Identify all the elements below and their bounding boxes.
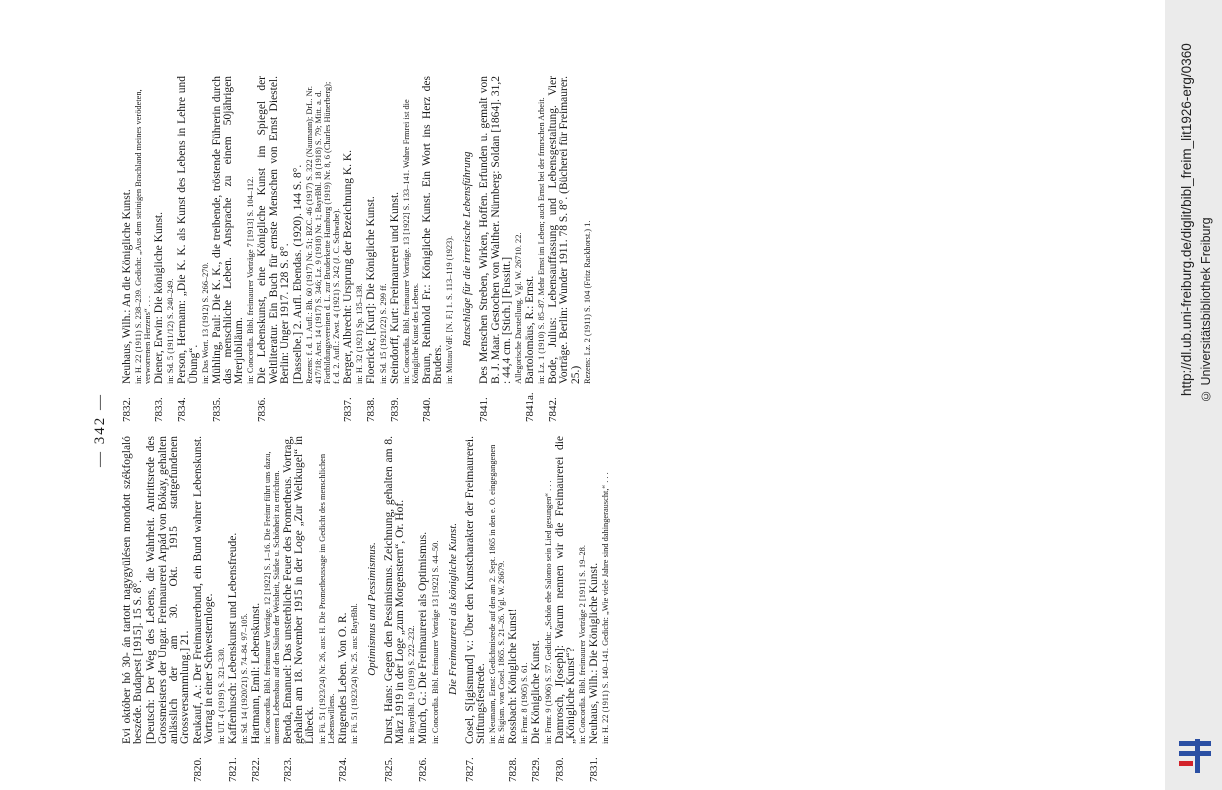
bibliography-entry — [390, 76, 420, 422]
bibliography-entry — [525, 76, 546, 422]
entry-number: 7820. — [192, 757, 205, 782]
right-column — [122, 76, 594, 422]
entry-number: 7822. — [249, 757, 262, 782]
entry-number: 7839. — [388, 397, 401, 422]
entry-source: in: Concordia. Bibl. freimaurer Vorträge 2 [1911] S. 19–28. — [578, 545, 588, 744]
section-heading: Ratschläge für die irrerische Lebensführung — [461, 151, 474, 347]
entry-citation: Reukauf, A.: Der Freimaurerbund, ein Bund wahrer Lebenskunst. Vortrag in einer Schwesternloge. — [192, 436, 216, 744]
bibliography-entry — [283, 436, 336, 782]
bibliography-entry — [508, 436, 529, 782]
entry-source: in: Concordia. Bibl. freimaurer Vorträge. 13 [1922] S. 133–141. Wahre Frmrei ist die Königliche Kunst des Lebens. — [401, 99, 420, 384]
entry-number: 7826. — [417, 757, 430, 782]
entry-citation: Steindorff, Kurt: Freimaurerei und Kunst. — [388, 191, 401, 384]
entry-number: 7833. — [153, 397, 166, 422]
bibliography-entry — [193, 436, 225, 782]
entry-citation: Berger, Albrecht: Ursprung der Bezeichnung K. K. — [342, 149, 355, 384]
permalink-url[interactable]: http://dl.ub.uni-freiburg.de/diglit/bibl_freim_lit1926-erg/0360 — [1179, 43, 1194, 397]
entry-source: in: MittauVdF. [N. F.] 1. S. 113–119 (1923). — [445, 235, 455, 384]
bibliography-entry — [589, 436, 610, 782]
entry-source: in: Lz. 1 (1910) S. 85–87. Mehr Ernst im Leben; auch Ernst bei der frmrschen Arbeit. — [537, 97, 547, 384]
entry-citation: Bode, Julius: Lebensauffassung und Lebensgestaltung. Vier Vorträge. Berlin: Wunder 1911. 78 S. 8°. (Bücherei für Freimaurer. 25.) — [547, 76, 582, 384]
entry-number: 7825. — [383, 757, 396, 782]
bibliography-entry — [366, 76, 387, 422]
entry-source: in: UT. 4 (1919) S. 321–330. — [216, 647, 226, 744]
entry-number: 7824. — [336, 757, 349, 782]
entry-source: in: BayrBhl. 19 (1919) S. 222–232. — [407, 625, 417, 744]
entry-source: Rezens: f. d. 1. Aufl.: Bh. 60 (1917) Nr. 51; BZC. 46 (1917) S. 322 (Naumann); DrL. Nr. 417/18; Arst. 14 (1917) S. 346; Lz. 9 (1918) Nr. 1; BayrBhl. 18 (1918) S. 79; Mitt. a. d. Fortbildungsvereinen d. L. zur Bruderkette Hamburg (1919) Nr. 8, 6 (Charles Hünerberg); f. d. 2. Aufl.: Zwst. 4 (1921) S. 242 (J. C. Schwabe). — [305, 81, 342, 384]
entry-source: in: Frmr. 8 (1905) S. 61. — [520, 662, 530, 744]
logo-bar-red — [1179, 761, 1193, 766]
entry-source: in: H. 22 (1911) S. 238–239. Gedicht: „Aus dem steinigen Brachland meines verödeten, verworrenen Herzens“ . . . — [134, 89, 153, 384]
entry-citation: [Dasselbe.] 2. Aufl. Ebendas. (1920). 144 S. 8°. — [292, 164, 305, 384]
section-heading: Optimismus und Pessimismus. — [365, 542, 378, 676]
viewer-sidebar — [1165, 0, 1222, 790]
entry-citation: Hartmann, Emil: Lebenskunst. — [249, 602, 262, 744]
entry-citation: Damrosch, J[oseph]: Warum nennen wir die Freimaurerei die „Königliche Kunst“? — [553, 436, 577, 744]
bibliography-entry — [418, 436, 439, 782]
entry-citation: Cosel, S[igismund] v.: Über den Kunstcharakter der Freimaurerei. Stiftungsfestrede. — [463, 436, 488, 744]
entry-source: in: Frmr. 9 (1906) S. 57. Gedicht: „Schön ehe Salomo sein Lied gesungen“ . . . — [543, 480, 553, 744]
entry-number: 7842. — [547, 397, 560, 422]
entry-citation: Evi október hó 30- án tartott nagygyülésen mondott székfoglaló beszéde. Budapest [1915]. 15 S. 8°. — [121, 436, 145, 744]
entry-number: 7837. — [342, 397, 355, 422]
bibliography-entry — [251, 436, 281, 782]
entry-number: 7821. — [226, 757, 239, 782]
entry-citation: Mühling, Paul: Die K. K., die treibende, tröstende Führerin durch das menschliche Leben. Ansprache zu einem 50jährigen Mrerjubiläum. — [210, 76, 246, 384]
bibliography-entry — [465, 436, 506, 782]
bibliography-entry — [422, 76, 454, 422]
left-column — [122, 436, 612, 782]
entry-number: 7835. — [210, 397, 223, 422]
bibliography-entry — [555, 436, 587, 782]
entry-citation: Floericke, [Kurt]: Die Königliche Kunst. — [365, 196, 378, 384]
entry-citation: Braun, Reinhold Fr.: Königliche Kunst. Ein Wort ins Herz des Bruders. — [420, 76, 445, 384]
bibliography-entry — [212, 76, 256, 422]
copyright-notice: © Universitätsbibliothek Freiburg — [1199, 217, 1213, 403]
entry-citation: Ringendes Leben. Von O. R. — [336, 612, 349, 744]
page-number: — 342 — — [92, 393, 108, 467]
bibliography-entry — [122, 76, 152, 422]
entry-number: 7828. — [507, 757, 520, 782]
entry-number: 7832. — [121, 397, 133, 422]
ub-freiburg-logo-icon[interactable] — [1175, 735, 1215, 775]
bibliography-entry — [548, 76, 592, 422]
entry-source: in: Das Wort. 13 (1912) S. 266–270. — [200, 262, 210, 384]
entry-source: in: Fü. 51 (1923/24) Nr. 26, aus: H. Die Prometheussage im Gedicht des menschlichen Lebenswillens. — [317, 453, 336, 744]
entry-number: 7841a. — [524, 392, 537, 422]
entry-citation: Diener, Erwin: Die königliche Kunst. — [153, 211, 166, 384]
entry-number: 7836. — [256, 397, 269, 422]
entry-source: in: Neumann, Ernst: Gedichtnisrede auf den am 2. Sept. 1865 in den e. O. eingegangenen Br. Sigism. von Cosel. 1865. S. 21–26. Vgl. W. 26679. — [488, 444, 507, 744]
entry-source: Rezens: Lz. 2 (1911) S. 104 (Fritz Rackhorst.) 1. — [582, 220, 592, 384]
entry-source: in: H. 32 (1921) Sp. 135–138. — [355, 283, 365, 384]
entry-number: 7841. — [478, 397, 491, 422]
entry-citation: [Deutsch: Der Weg des Lebens, die Wahrheit. Antrittsrede des Grossmeisters der Ungar. Freimaurerei Arpád von Bókay, gehalten anlässlich der am 30. Okt. 1915 stattgefundenen Grossversammlung.] 21. — [145, 436, 192, 744]
entry-citation: Münch, G.: Die Freimaurerei als Optimismus. — [417, 531, 430, 744]
section-heading: Die Freimaurerei als königliche Kunst. — [446, 523, 459, 695]
entry-citation: Die Königliche Kunst. — [530, 640, 543, 744]
bibliography-entry — [338, 436, 359, 782]
entry-number: 7829. — [530, 757, 543, 782]
entry-number: 7830. — [553, 757, 566, 782]
entry-citation: Bartolomäus, R.: Ernst. — [524, 275, 537, 384]
entry-citation: Benda, Emanuel: Das unsterbliche Feuer des Prometheus. Vortrag, gehalten am 18. November 1915 in der Loge „Zur Weltkugel“ in Lübeck. — [282, 436, 317, 744]
entry-citation: Neuhaus, Wilh.: Die Königliche Kunst. — [588, 562, 601, 744]
bibliography-entry — [228, 436, 249, 782]
entry-source: in: H. 22 (1911) S. 140–141. Gedicht: „Wie viele Jahre sind dahingerauscht,“ . . . — [601, 472, 611, 744]
entry-citation: Des Menschen Streben, Wirken, Hoffen. Erfunden u. gemalt von B. J. Maar. Gestochen von Walther. Nürnberg: Soldan [1864]. 31,2 : 44,4 cm. [Stich.] [Fussitt.] — [478, 76, 513, 384]
logo-stem — [1195, 739, 1200, 773]
entry-citation: Die Lebenskunst, eine Königliche Kunst im Spiegel der Weltliteratur. Ein Buch für ernste Menschen von Ernst Diestel. Berlin: Unger 1917. 128 S. 8°. — [256, 76, 291, 384]
entry-number: 7834. — [176, 397, 189, 422]
entry-citation: Neuhaus, Wilh.: An die Königliche Kunst. — [121, 189, 133, 384]
entry-source: in: Concordia. Bibl. freimaurer Vorträge 13 [1922] S. 44–50. — [430, 540, 440, 744]
bibliography-entry — [343, 76, 364, 422]
bibliography-entry — [154, 76, 175, 422]
entry-source: in: Sd. 15 (1921/22) S. 299 ff. — [378, 283, 388, 384]
entry-number: 7840. — [420, 397, 433, 422]
bibliography-entry — [177, 76, 209, 422]
entry-number: 7831. — [588, 757, 601, 782]
entry-citation: Rossbach: Königliche Kunst! — [507, 608, 520, 744]
entry-number: 7827. — [463, 757, 476, 782]
entry-source: in: Concordia. Bibl. freimaurer Vorträge 7 [1913] S. 104–112. — [246, 176, 256, 384]
bibliography-entry — [384, 436, 416, 782]
entry-source: in: Fü. 51 (1923/24) Nr. 25. aus: BayrBhl. — [349, 603, 359, 744]
bibliography-entry — [293, 76, 341, 422]
rotated-page-content — [80, 70, 1165, 790]
entry-source: in: Sd. 14 (1920/21) S. 74–84. 97–105. — [239, 613, 249, 744]
bibliography-entry — [146, 436, 191, 782]
entry-citation: Durst, Hans: Gegen den Pessimismus. Zeichnung, gehalten am 8. März 1919 in der Loge „zum Morgenstern“, Or. Hof. — [383, 436, 407, 744]
entry-citation: Kaffenhusch: Lebenskunst und Lebensfreude. — [226, 532, 239, 744]
bibliography-entry — [479, 76, 523, 422]
entry-source: Allegorische Darstellung. Vgl. W. 26710. 22. — [514, 232, 524, 384]
entry-source: in: Concordia. Bibl. freimaurer Vorträge. 12 [1922] S. 1–16. Die Freimr führt uns dazu, unseren Lebensbau auf den Säulen der Weisheit, Stärke u. Schönheit zu errichten. — [263, 451, 282, 744]
entry-citation: Person, Hermann: „Die K. K. als Kunst des Lebens in Lehre und Übung“. — [176, 76, 200, 384]
entry-number: 7823. — [282, 757, 295, 782]
bibliography-entry — [257, 76, 291, 422]
entry-source: in: Sd. 5 (1911/12) S. 240–249. — [166, 278, 176, 384]
bibliography-entry — [122, 436, 144, 782]
entry-number: 7838. — [365, 397, 378, 422]
bibliography-entry — [531, 436, 552, 782]
